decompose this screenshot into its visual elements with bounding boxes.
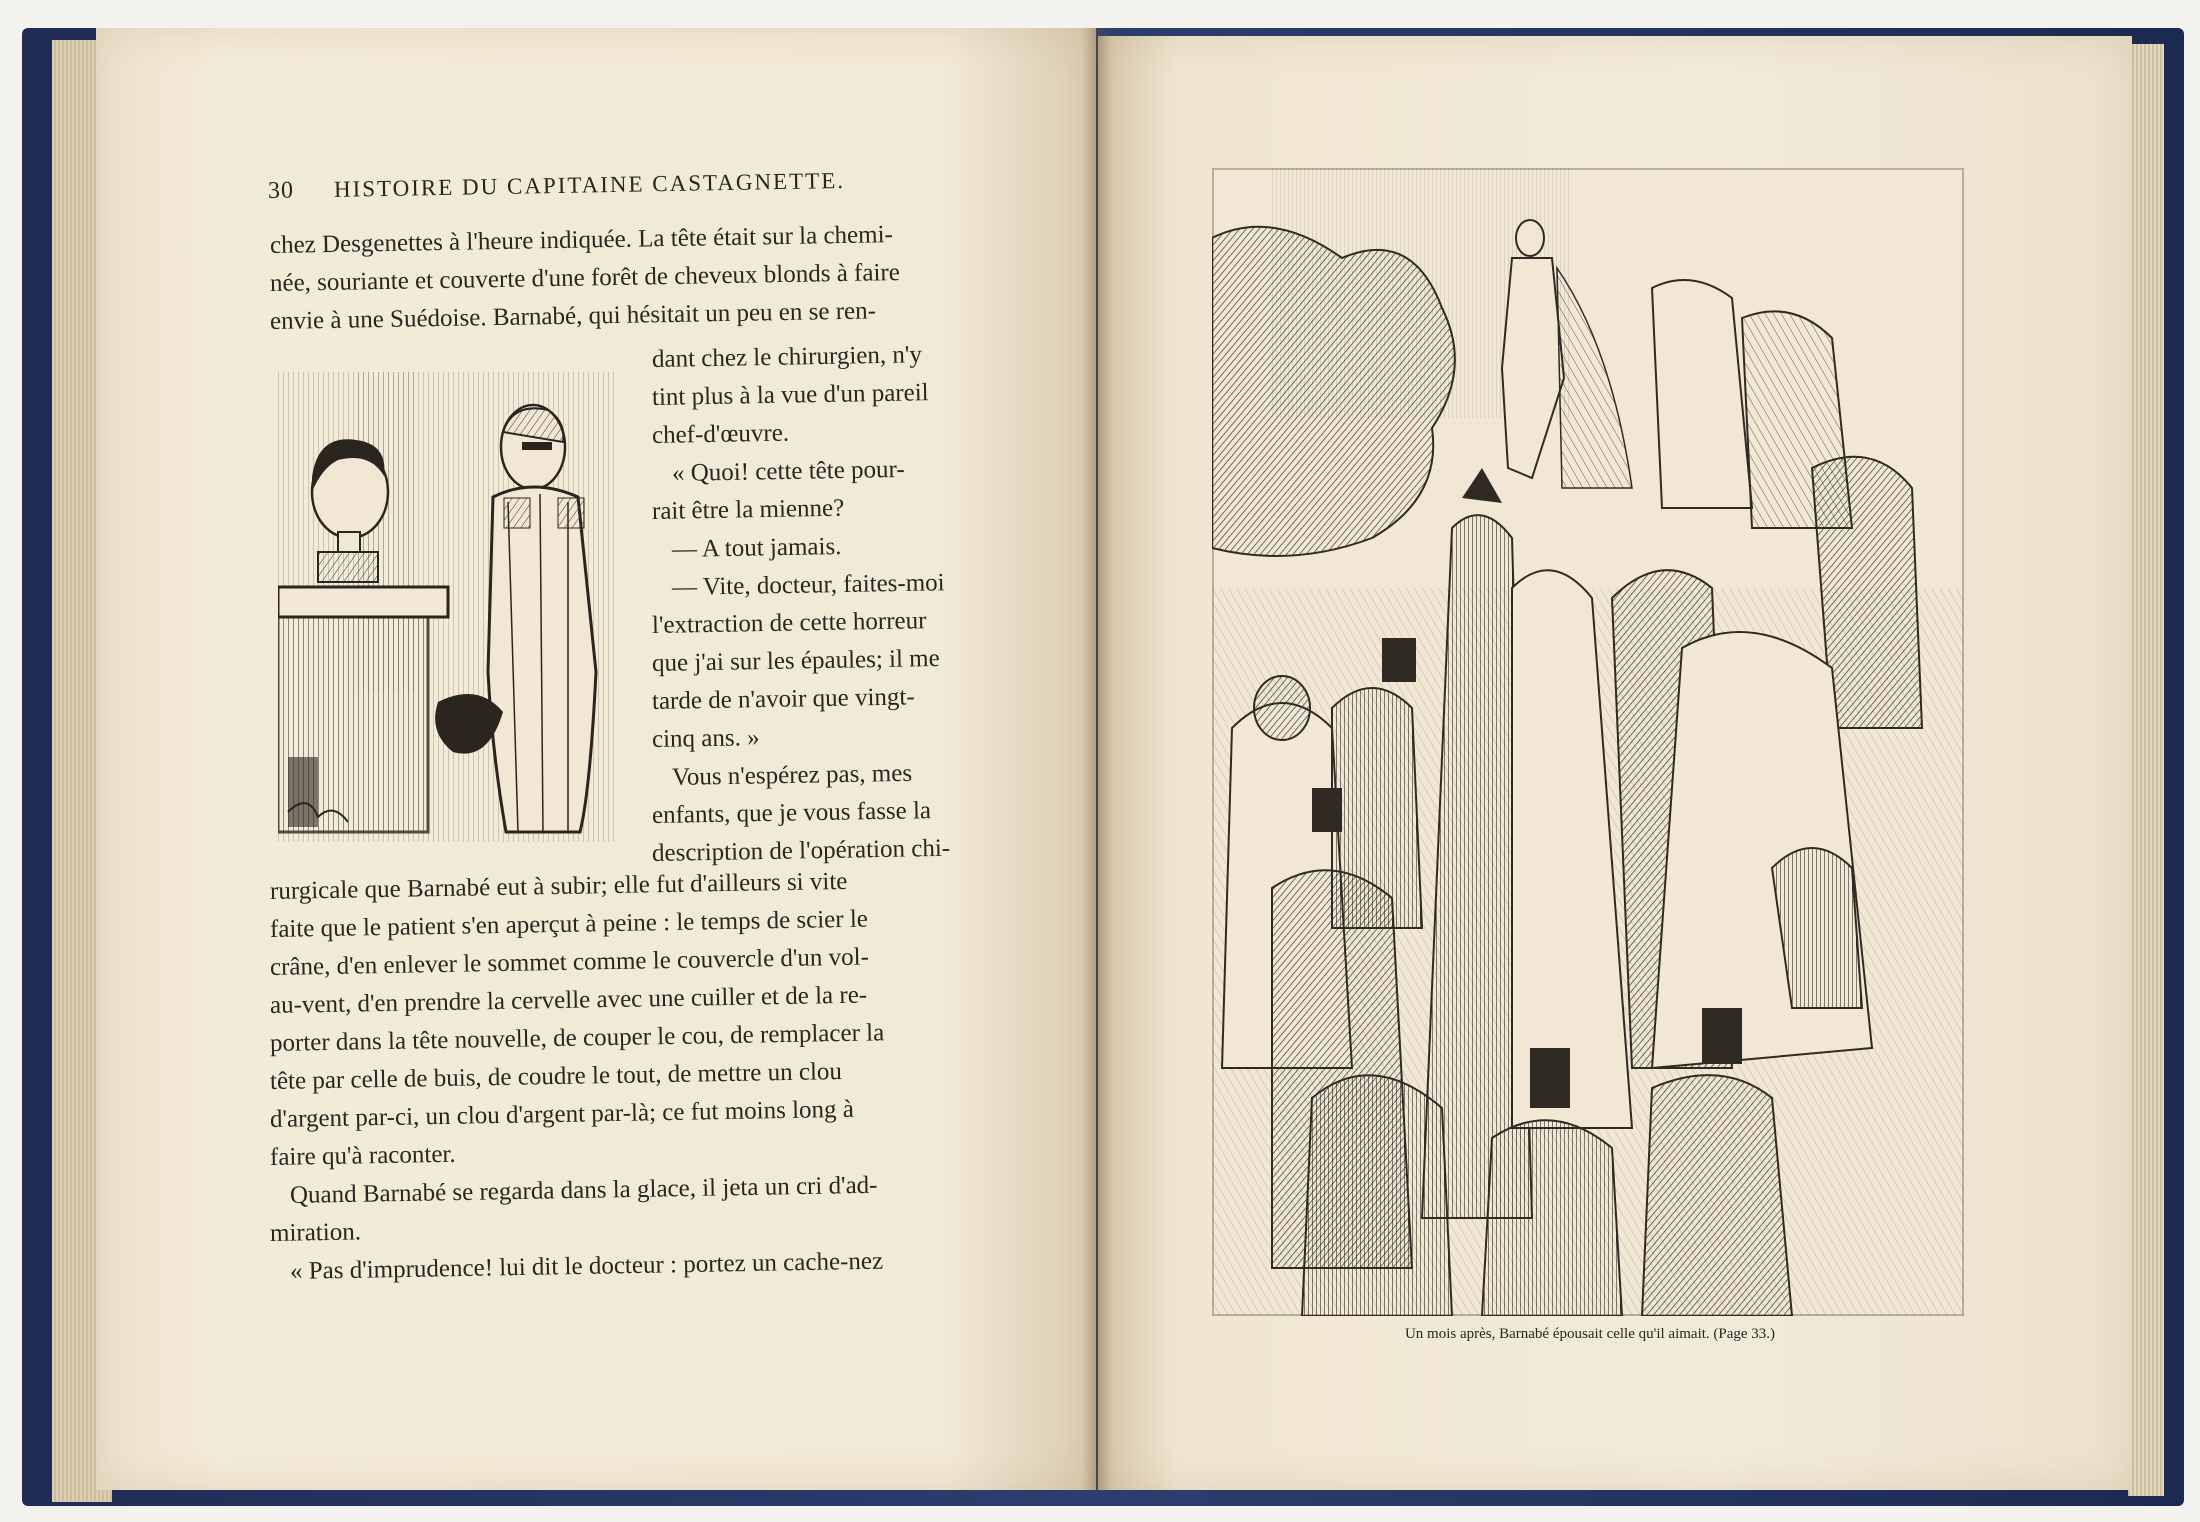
text-line: chez Desgenettes à l'heure indiquée. La tête était sur la chemi- — [269, 221, 894, 259]
text-line: née, souriante et couverte d'une forêt de cheveux blonds à faire — [269, 259, 901, 297]
book-gutter — [1082, 28, 1112, 1490]
text-line: Vous n'espérez pas, mes — [671, 759, 913, 791]
text-line: d'argent par-ci, un clou d'argent par-là; ce fut moins long à — [269, 1095, 855, 1133]
text-line: chef-d'œuvre. — [651, 419, 790, 449]
text-line: crâne, d'en enlever le sommet comme le couvercle d'un vol- — [269, 943, 870, 981]
text-line: rait être la mienne? — [651, 494, 845, 525]
text-line: envie à une Suédoise. Barnabé, qui hésitait un peu en se ren- — [269, 297, 877, 335]
text-line: Quand Barnabé se regarda dans la glace, il jeta un cri d'ad- — [289, 1171, 878, 1209]
text-line: « Quoi! cette tête pour- — [671, 455, 905, 487]
plate-caption: Un mois après, Barnabé épousait celle qu'il aimait. (Page 33.) — [1404, 1326, 1776, 1342]
text-line: tarde de n'avoir que vingt- — [651, 683, 915, 715]
text-line: que j'ai sur les épaules; il me — [651, 644, 940, 677]
text-line: l'extraction de cette horreur — [651, 607, 927, 639]
page-number: 30 — [267, 177, 295, 204]
plate-illustration — [1212, 168, 1964, 1316]
running-title: HISTOIRE DU CAPITAINE CASTAGNETTE. — [333, 167, 846, 202]
text-line: — Vite, docteur, faites-moi — [671, 569, 945, 601]
text-line: faite que le patient s'en aperçut à peine : le temps de scier le — [269, 905, 869, 943]
page-edges-right — [2128, 44, 2164, 1496]
text-line: faire qu'à raconter. — [269, 1140, 456, 1171]
text-line: cinq ans. » — [651, 724, 760, 753]
text-line: — A tout jamais. — [671, 533, 842, 563]
text-line: « Pas d'imprudence! lui dit le docteur : portez un cache-nez — [289, 1247, 884, 1285]
text-line: dant chez le chirurgien, n'y — [651, 341, 923, 373]
text-line: au-vent, d'en prendre la cervelle avec une cuiller et de la re- — [269, 981, 868, 1019]
text-line: miration. — [269, 1218, 362, 1247]
text-line: tête par celle de buis, de coudre le tout, de mettre un clou — [269, 1058, 843, 1095]
text-line: rurgicale que Barnabé eut à subir; elle fut d'ailleurs si vite — [269, 867, 848, 905]
text-line: porter dans la tête nouvelle, de couper le cou, de remplacer la — [269, 1019, 885, 1057]
text-line: enfants, que je vous fasse la — [651, 797, 932, 829]
text-line: description de l'opération chi- — [651, 834, 951, 867]
text-line: tint plus à la vue d'un pareil — [651, 379, 929, 411]
vignette-illustration — [278, 372, 626, 842]
